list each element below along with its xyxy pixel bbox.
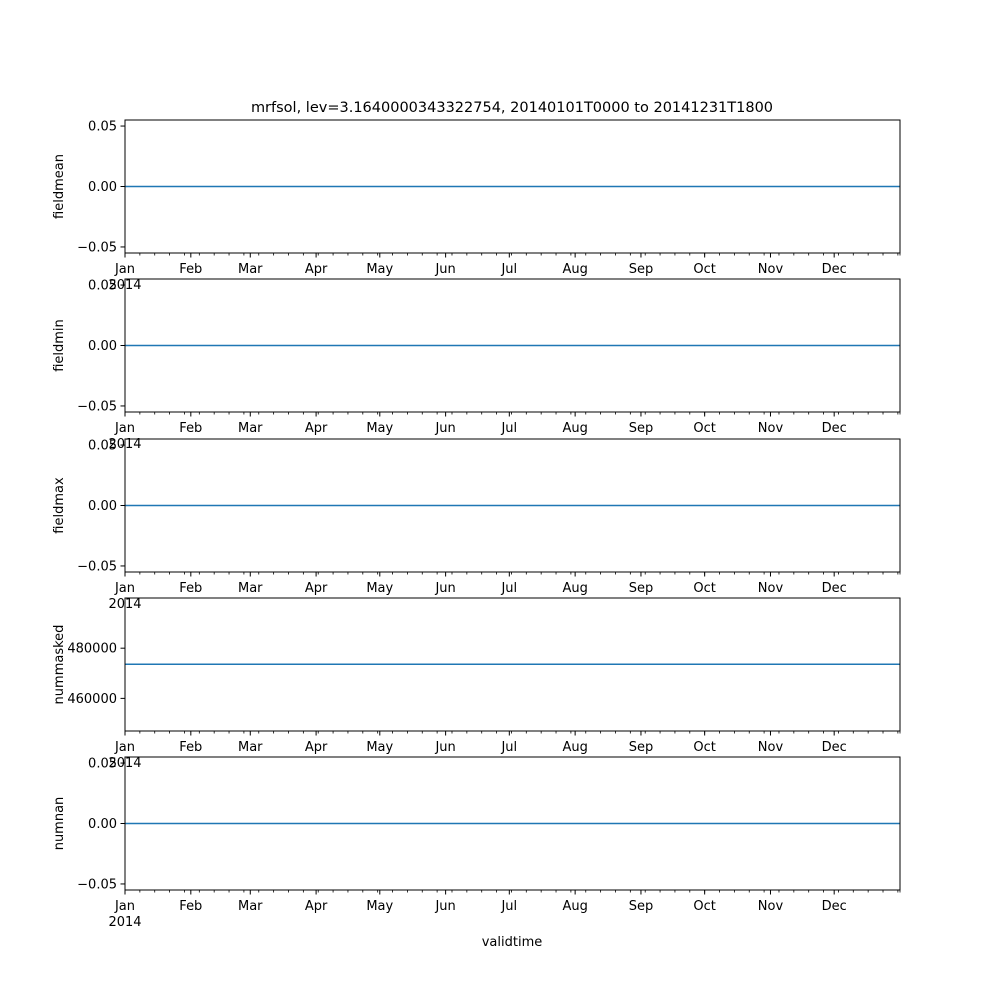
y-tick-label: 0.05 [88,278,117,294]
y-axis-label: numnan [52,796,67,851]
x-tick-label: Sep [628,262,654,277]
y-tick-label: −0.05 [77,559,117,575]
x-tick-label: Dec [821,581,847,596]
x-tick-label: Dec [821,421,847,436]
x-tick-label: May [366,581,394,596]
x-tick-label: Apr [304,262,328,277]
y-axis-label: nummasked [52,624,67,705]
x-tick-label: Jan [114,899,136,914]
x-tick-label: Aug [562,581,588,596]
x-tick-label: Aug [562,262,588,277]
x-tick-label: Dec [821,740,847,755]
x-tick-label: May [366,740,394,755]
chart-title: mrfsol, lev=3.1640000343322754, 20140101T0000 to 20141231T1800 [250,100,774,116]
x-tick-label: Feb [179,740,203,755]
x-tick-label: Nov [757,581,784,596]
x-tick-label: Oct [693,740,716,755]
x-tick-label: Oct [693,421,716,436]
x-tick-label: Nov [757,262,784,277]
x-tick-label: Jul [501,262,518,277]
x-tick-label: May [366,421,394,436]
x-tick-label: Mar [238,262,263,277]
x-tick-label: Apr [304,421,328,436]
x-tick-label: Jul [501,899,518,914]
y-tick-label: 0.00 [88,817,117,832]
y-axis-label: fieldmean [52,154,67,219]
x-tick-label: Mar [238,899,263,914]
y-tick-label: 0.05 [88,756,117,772]
x-tick-label: Jul [501,421,518,436]
x-tick-label: May [366,899,394,914]
x-tick-label: May [366,262,394,277]
x-tick-label: Feb [179,421,203,436]
x-tick-label: Sep [628,421,654,436]
y-tick-label: −0.05 [77,240,117,256]
x-tick-label: Jun [435,581,456,596]
x-tick-label: Aug [562,740,588,755]
y-tick-label: 0.00 [88,499,117,514]
x-tick-label: Oct [693,262,716,277]
x-axis-label: validtime [481,935,543,950]
x-year-label: 2014 [108,278,142,293]
x-tick-label: Feb [179,581,203,596]
x-year-label: 2014 [108,597,142,612]
x-tick-label: Mar [238,740,263,755]
x-tick-label: Jul [501,581,518,596]
x-tick-label: Nov [757,899,784,914]
x-tick-label: Apr [304,740,328,755]
x-tick-label: Mar [238,581,263,596]
y-tick-label: 0.05 [88,438,117,454]
x-tick-label: Jan [114,740,136,755]
x-tick-label: Jun [435,262,456,277]
x-tick-label: Jun [435,899,456,914]
y-tick-label: 0.00 [88,339,117,354]
x-tick-label: Jun [435,421,456,436]
y-tick-label: −0.05 [77,399,117,415]
x-tick-label: Jul [501,740,518,755]
y-tick-label: 480000 [67,641,117,657]
y-tick-label: −0.05 [77,877,117,893]
x-tick-label: Apr [304,899,328,914]
x-year-label: 2014 [108,915,142,930]
x-tick-label: Jan [114,581,136,596]
x-tick-label: Mar [238,421,263,436]
x-tick-label: Sep [628,740,654,755]
x-tick-label: Dec [821,899,847,914]
x-tick-label: Aug [562,421,588,436]
x-tick-label: Aug [562,899,588,914]
y-tick-label: 0.05 [88,119,117,135]
x-year-label: 2014 [108,437,142,452]
x-tick-label: Sep [628,899,654,914]
x-tick-label: Feb [179,899,203,914]
x-tick-label: Jun [435,740,456,755]
y-axis-label: fieldmin [52,319,67,372]
x-year-label: 2014 [108,756,142,771]
y-tick-label: 0.00 [88,180,117,195]
x-tick-label: Jan [114,262,136,277]
x-tick-label: Dec [821,262,847,277]
x-tick-label: Oct [693,581,716,596]
y-tick-label: 460000 [67,691,117,707]
x-tick-label: Nov [757,421,784,436]
x-tick-label: Oct [693,899,716,914]
y-axis-label: fieldmax [52,477,67,534]
x-tick-label: Feb [179,262,203,277]
x-tick-label: Apr [304,581,328,596]
x-tick-label: Jan [114,421,136,436]
x-tick-label: Nov [757,740,784,755]
x-tick-label: Sep [628,581,654,596]
